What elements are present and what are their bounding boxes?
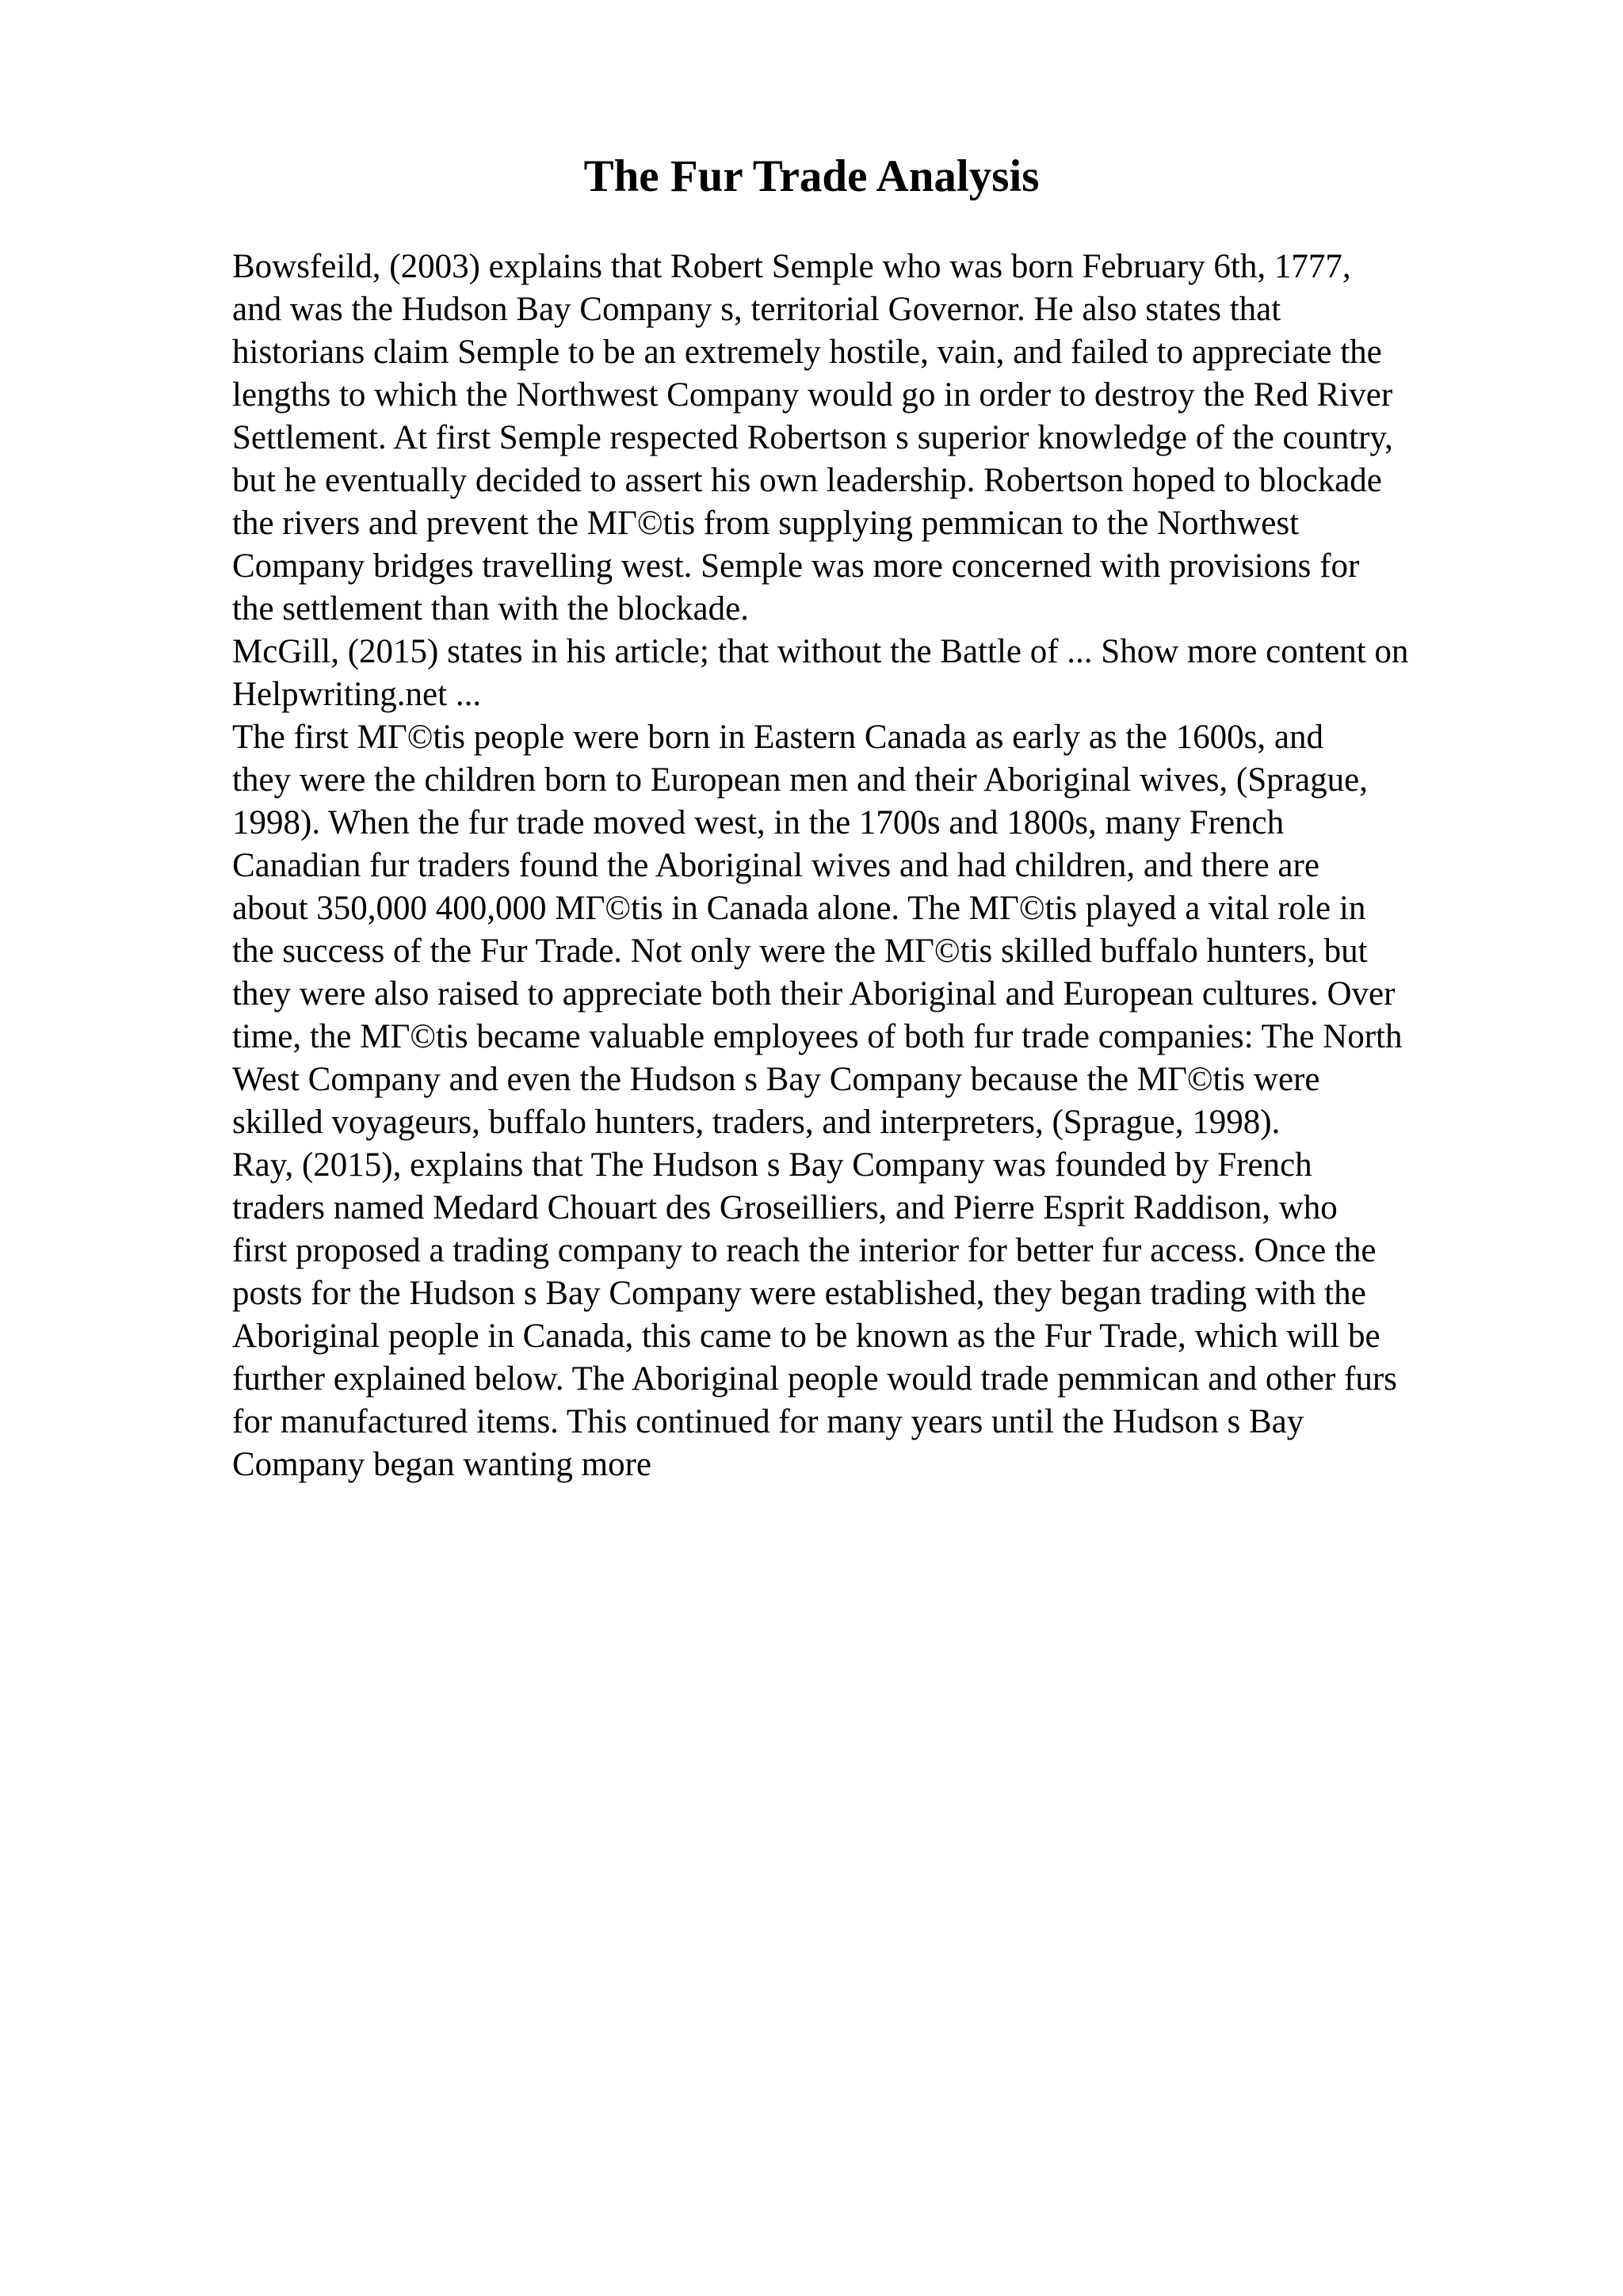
body-line: Company began wanting more: [232, 1446, 652, 1483]
body-line: further explained below. The Aboriginal people would trade pemmican and other furs: [232, 1360, 1397, 1398]
body-line: the settlement than with the blockade.: [232, 590, 749, 627]
body-line: they were also raised to appreciate both their Aboriginal and European cultures. Over: [232, 975, 1396, 1013]
body-line: Helpwriting.net ...: [232, 676, 482, 713]
body-line: skilled voyageurs, buffalo hunters, traders, and interpreters, (Sprague, 1998).: [232, 1104, 1281, 1141]
body-line: they were the children born to European men and their Aboriginal wives, (Sprague,: [232, 761, 1368, 799]
document-body: [232, 246, 1532, 1486]
document-title: The Fur Trade Analysis: [583, 151, 1040, 201]
body-line: lengths to which the Northwest Company would go in order to destroy the Red River: [232, 376, 1393, 414]
body-line: Aboriginal people in Canada, this came to be known as the Fur Trade, which will be: [232, 1318, 1381, 1355]
body-line: Canadian fur traders found the Aboriginal wives and had children, and there are: [232, 847, 1319, 884]
body-line: historians claim Semple to be an extremely hostile, vain, and failed to appreciate the: [232, 334, 1382, 371]
body-line: 1998). When the fur trade moved west, in the 1700s and 1800s, many French: [232, 804, 1285, 841]
body-line: West Company and even the Hudson s Bay Company because the MГ©tis were: [232, 1061, 1320, 1098]
body-line: about 350,000 400,000 MГ©tis in Canada alone. The MГ©tis played a vital role in: [232, 890, 1366, 927]
body-line: posts for the Hudson s Bay Company were established, they began trading with the: [232, 1275, 1366, 1312]
body-line: the success of the Fur Trade. Not only were the MГ©tis skilled buffalo hunters, but: [232, 933, 1368, 970]
body-line: for manufactured items. This continued for many years until the Hudson s Bay: [232, 1403, 1304, 1440]
body-line: time, the MГ©tis became valuable employees of both fur trade companies: The North: [232, 1018, 1403, 1055]
body-line: Settlement. At first Semple respected Robertson s superior knowledge of the country,: [232, 419, 1393, 456]
body-line: Company bridges travelling west. Semple was more concerned with provisions for: [232, 547, 1360, 585]
body-line: Ray, (2015), explains that The Hudson s Bay Company was founded by French: [232, 1146, 1312, 1184]
body-line: and was the Hudson Bay Company s, territorial Governor. He also states that: [232, 291, 1281, 328]
body-line: the rivers and prevent the MГ©tis from supplying pemmican to the Northwest: [232, 505, 1300, 542]
body-line: traders named Medard Chouart des Groseilliers, and Pierre Esprit Raddison, who: [232, 1189, 1338, 1226]
body-line: The first MГ©tis people were born in Eastern Canada as early as the 1600s, and: [232, 719, 1323, 756]
body-line: but he eventually decided to assert his own leadership. Robertson hoped to blockade: [232, 462, 1382, 499]
body-line: Bowsfeild, (2003) explains that Robert Semple who was born February 6th, 1777,: [232, 248, 1351, 285]
body-line: McGill, (2015) states in his article; that without the Battle of ... Show more content on: [232, 633, 1409, 670]
body-line: first proposed a trading company to reach the interior for better fur access. Once the: [232, 1232, 1377, 1269]
